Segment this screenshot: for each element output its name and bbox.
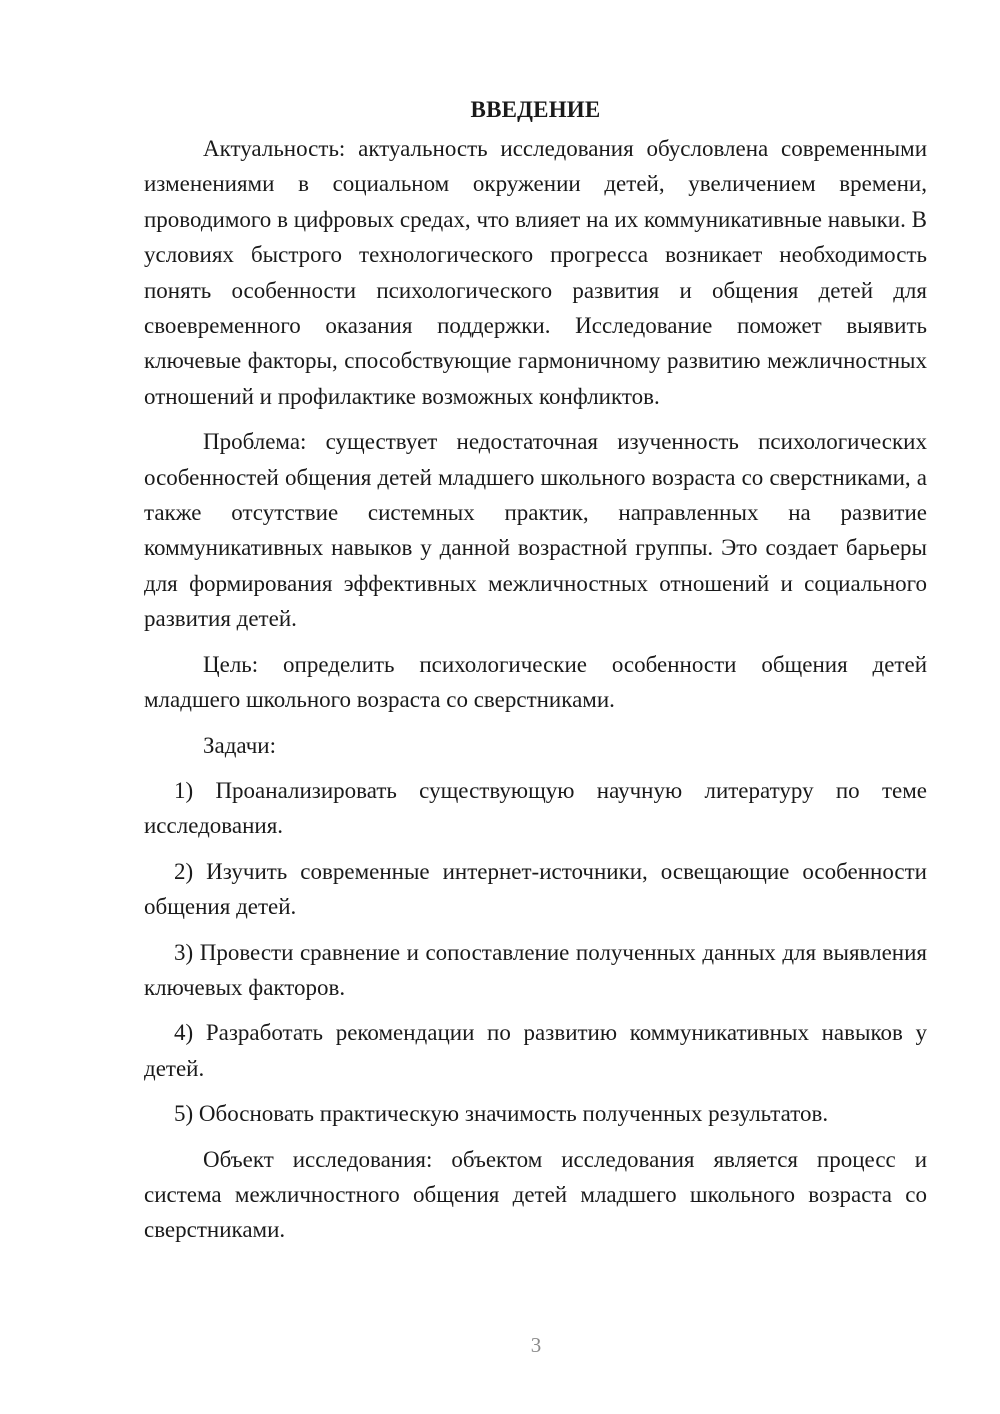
page-number: 3 xyxy=(530,1333,542,1357)
task-item-1: 1) Проанализировать существующую научную литературу по теме исследования. xyxy=(144,777,927,839)
object-paragraph: Объект исследования: объектом исследования является процесс и система межличностного общения детей младшего школьного возраста со сверстниками. xyxy=(144,1146,927,1243)
problem-paragraph: Проблема: существует недостаточная изученность психологических особенностей общения детей младшего школьного возраста со сверстниками, а также отсутствие системных практик, направленных на развитие коммуникативных навыков у данной возрастной группы. Это создает барьеры для формирования эффективных межличностных отношений и социального развития детей. xyxy=(144,429,927,632)
goal-paragraph: Цель: определить психологические особенности общения детей младшего школьного возраста со сверстниками. xyxy=(144,651,927,713)
task-item-5: 5) Обосновать практическую значимость полученных результатов. xyxy=(174,1101,829,1127)
tasks-label: Задачи: xyxy=(203,732,276,758)
relevance-paragraph: Актуальность: актуальность исследования обусловлена современными изменениями в социальном окружении детей, увеличением времени, проводимого в цифровых средах, что влияет на их коммуникативные навыки. В условиях быстрого технологического прогресса возникает необходимость понять особенности психологического развития и общения детей для своевременного оказания поддержки. Исследование поможет выявить ключевые факторы, способствующие гармоничному развитию межличностных отношений и профилактике возможных конфликтов. xyxy=(144,136,927,409)
page-content xyxy=(144,90,927,1248)
task-item-3: 3) Провести сравнение и сопоставление полученных данных для выявления ключевых факторов. xyxy=(144,939,927,1000)
task-item-2: 2) Изучить современные интернет-источники, освещающие особенности общения детей. xyxy=(144,858,927,920)
task-item-4: 4) Разработать рекомендации по развитию коммуникативных навыков у детей. xyxy=(144,1020,927,1081)
section-heading: ВВЕДЕНИЕ xyxy=(470,97,601,122)
